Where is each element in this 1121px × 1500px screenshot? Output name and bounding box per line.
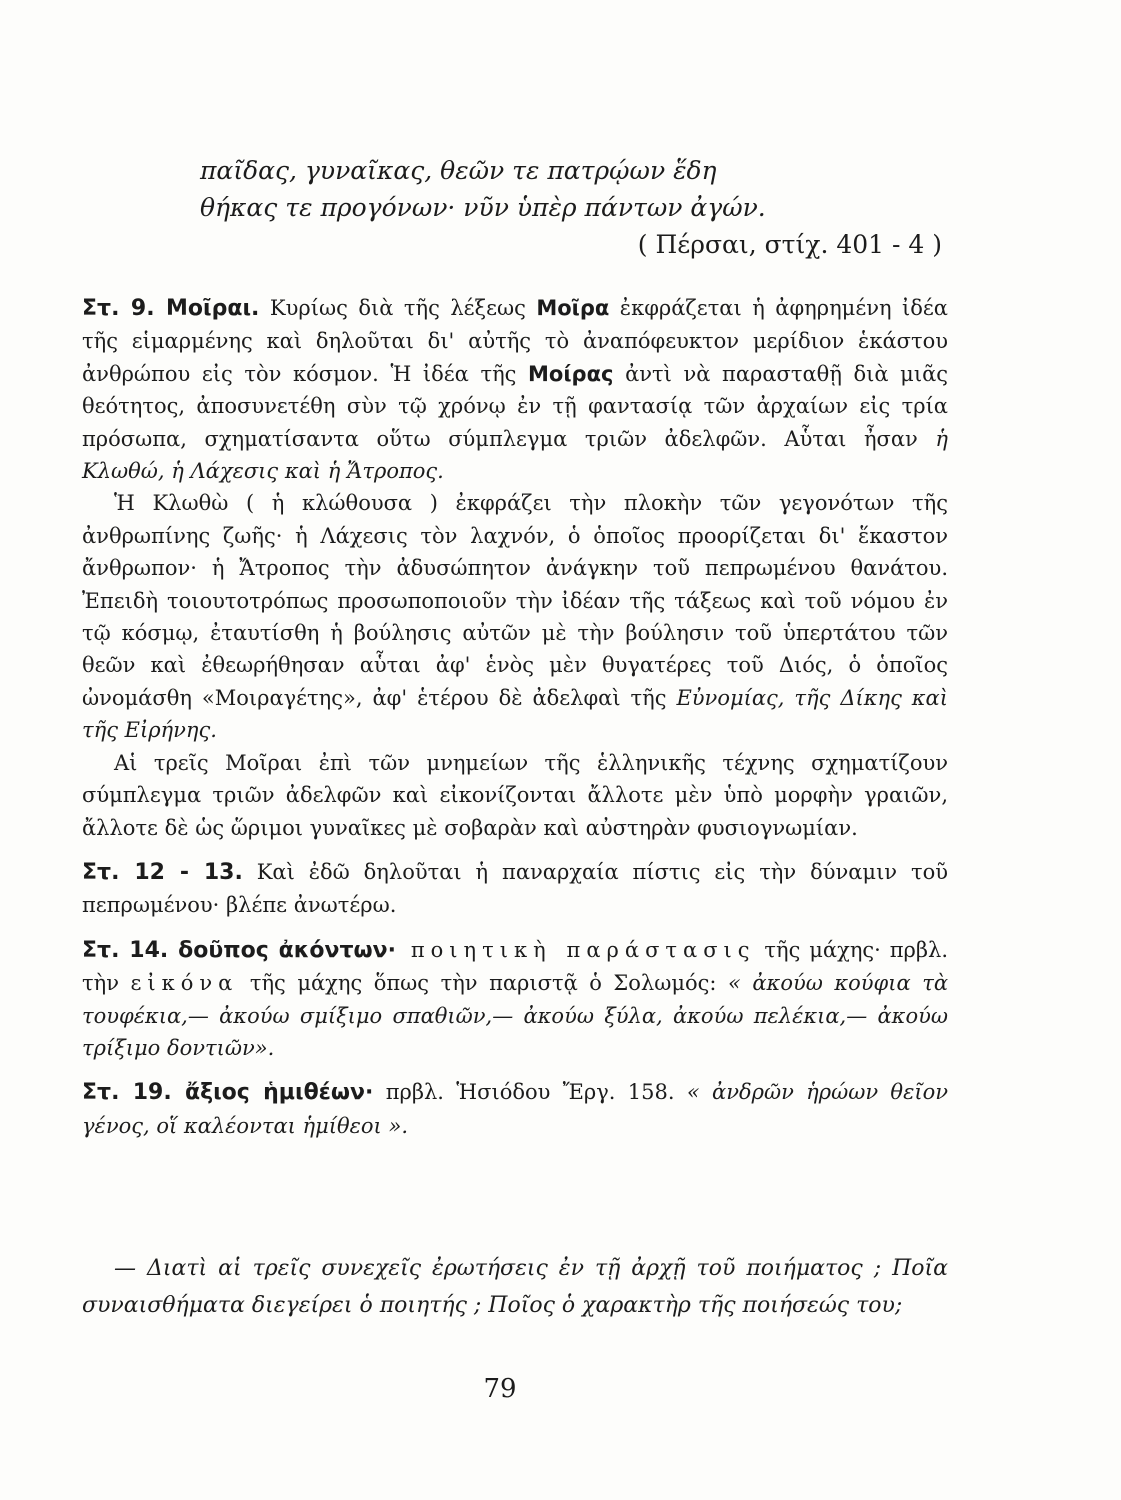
term-moiras: Μοίρας <box>528 361 614 386</box>
note-line-19: Στ. 19. ἄξιος ἡμιθέων· πρβλ. Ἡσιόδου Ἔργ. 158. « ἀνδρῶν ἡρώων θεῖον γένος, οἵ καλέονται ἡμίθεοι ». <box>82 1080 948 1138</box>
note-heading: Στ. 9. Μοῖραι. <box>82 296 260 321</box>
verse-quotation <box>200 152 960 263</box>
verse-line-2: θήκας τε προγόνων· νῦν ὑπὲρ πάντων ἀγών. <box>200 193 766 222</box>
fates-names: ἡ Κλωθώ, ἡ Λάχεσις καὶ ἡ Ἄτροπος. <box>82 426 948 484</box>
solomos-quote: « ἀκούω κούφια τὰ τουφέκια,— ἀκούω σμίξιμο σπαθιῶν,— ἀκούω ξύλα, ἀκούω πελέκια,— ἀκούω τρίξιμο δοντιῶν». <box>82 971 948 1060</box>
term-moira: Μοῖρα <box>536 296 610 320</box>
note-heading: Στ. 19. ἄξιος ἡμιθέων· <box>82 1080 374 1106</box>
note-line-12-13: Στ. 12 - 13. Καὶ ἐδῶ δηλοῦται ἡ παναρχαία πίστις εἰς τὴν δύναμιν τοῦ πεπρωμένου· βλέπε ἀνωτέρω. <box>82 859 948 918</box>
verse-reference: ( Πέρσαι, στίχ. 401 - 4 ) <box>637 230 942 259</box>
hesiod-quote: « ἀνδρῶν ἡρώων θεῖον γένος, οἵ καλέονται ἡμίθεοι ». <box>82 1080 948 1138</box>
note-line-9: Στ. 9. Μοῖραι. Κυρίως διὰ τῆς λέξεως Μοῖρα ἐκφράζεται ἡ ἀφηρημένη ἰδέα τῆς εἱμαρμένης καὶ δηλοῦται δι' αὐτῆς τὸ ἀναπόφευκτον μερίδιον ἑκάστου ἀνθρώπου εἰς τὸν κόσμον. Ἡ ἰδέα τῆς Μοίρας ἀντὶ νὰ παρασταθῇ διὰ μιᾶς θεότητος, ἀποσυνετέθη σὺν τῷ χρόνῳ ἐν τῇ φαντασίᾳ τῶν ἀρχαίων εἰς τρία πρόσωπα, σχηματίσαντα οὕτω σύμπλεγμα τριῶν ἀδελφῶν. Αὗται ἦσαν ἡ Κλωθώ, ἡ Λάχεσις καὶ ἡ Ἄτροπος. <box>82 296 949 484</box>
verse-line-1: παῖδας, γυναῖκας, θεῶν τε πατρῴων ἕδη <box>200 156 717 185</box>
paragraph-fates-art: Αἱ τρεῖς Μοῖραι ἐπὶ τῶν μνημείων τῆς ἑλληνικῆς τέχνης σχηματίζουν σύμπλεγμα τριῶν ἀδελφῶν καὶ εἰκονίζονται ἄλλοτε μὲν ὑπὸ μορφὴν γραιῶν, ἄλλοτε δὲ ὡς ὥριμοι γυναῖκες μὲ σοβαρὰν καὶ αὐστηρὰν φυσιογνωμίαν. <box>82 750 948 840</box>
note-heading: Στ. 14. δοῦπος ἀκόντων· <box>82 937 396 963</box>
commentary-body <box>82 292 948 1142</box>
study-questions: — Διατὶ αἱ τρεῖς συνεχεῖς ἐρωτήσεις ἐν τῇ ἀρχῇ τοῦ ποιήματος ; Ποῖα συναισθήματα διεγείρει ὁ ποιητής ; Ποῖος ὁ χαρακτὴρ τῆς ποιήσεώς του; <box>82 1256 948 1318</box>
paragraph-fates-roles: Ἡ Κλωθὼ ( ἡ κλώθουσα ) ἐκφράζει τὴν πλοκὴν τῶν γεγονότων τῆς ἀνθρωπίνης ζωῆς· ἡ Λάχεσις τὸν λαχνόν, ὁ ὁποῖος προορίζεται δι' ἕκαστον ἄνθρωπον· ἡ Ἄτροπος τὴν ἀδυσώπητον ἀνάγκην τοῦ πεπρωμένου θανάτου. Ἐπειδὴ τοιουτοτρόπως προσωποποιοῦν τὴν ἰδέαν τῆς τάξεως καὶ τοῦ νόμου ἐν τῷ κόσμῳ, ἐταυτίσθη ἡ βούλησις αὐτῶν μὲ τὴν βούλησιν τοῦ ὑπερτάτου τῶν θεῶν καὶ ἐθεωρήθησαν αὗται ἀφ' ἑνὸς μὲν θυγατέρες τοῦ Διός, ὁ ὁποῖος ὠνομάσθη «Μοιραγέτης», ἀφ' ἑτέρου δὲ ἀδελφαὶ τῆς Εὐνομίας, τῆς Δίκης καὶ τῆς Εἰρήνης. <box>82 491 948 743</box>
note-line-14: Στ. 14. δοῦπος ἀκόντων· ποιητικὴ παράστασις τῆς μάχης· πρβλ. τὴν εἰκόνα τῆς μάχης ὅπως τὴν παριστᾷ ὁ Σολωμός: « ἀκούω κούφια τὰ τουφέκια,— ἀκούω σμίξιμο σπαθιῶν,— ἀκούω ξύλα, ἀκούω πελέκια,— ἀκούω τρίξιμο δοντιῶν». <box>82 937 948 1060</box>
page-number: 79 <box>483 1374 517 1404</box>
note-heading: Στ. 12 - 13. <box>82 859 243 885</box>
